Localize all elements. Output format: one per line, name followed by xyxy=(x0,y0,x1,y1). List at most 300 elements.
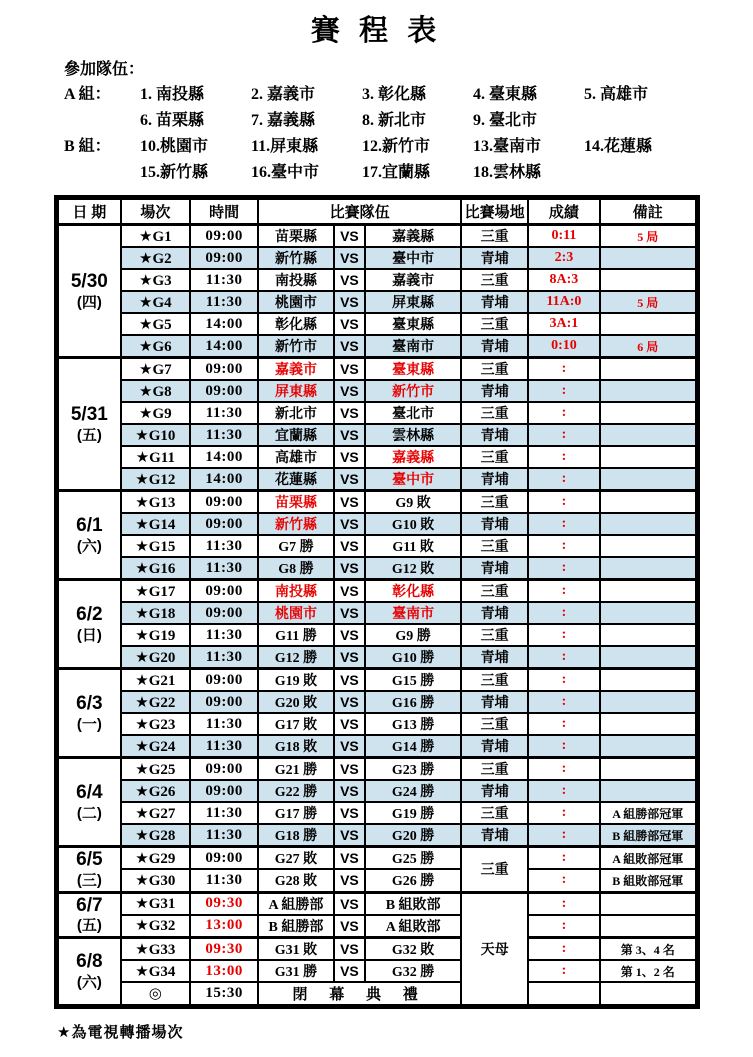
team2-cell: G24 勝 xyxy=(365,780,461,802)
schedule-row xyxy=(57,557,698,580)
score-cell: : xyxy=(528,938,599,961)
team1-cell: G20 敗 xyxy=(258,691,333,713)
score-cell: : xyxy=(528,669,599,692)
time-cell: 14:00 xyxy=(190,468,258,491)
date-label: 5/30 xyxy=(70,270,108,292)
vs-label: VS xyxy=(334,491,366,514)
schedule-row xyxy=(57,602,698,624)
time-cell: 11:30 xyxy=(190,824,258,847)
roster-group-label: A 組： xyxy=(64,86,111,103)
team1-cell: 新竹縣 xyxy=(258,513,333,535)
team2-cell: 嘉義縣 xyxy=(365,225,461,248)
schedule-row xyxy=(57,646,698,669)
team2-cell: B 組敗部 xyxy=(365,892,461,915)
team2-cell: G14 勝 xyxy=(365,735,461,758)
schedule-row xyxy=(57,713,698,735)
game-number-cell: ★G21 xyxy=(121,669,190,692)
team2-cell: G20 勝 xyxy=(365,824,461,847)
roster-team: 2. 嘉義市 xyxy=(251,86,316,103)
game-number-cell: ★G33 xyxy=(121,938,190,961)
venue-cell: 青埔 xyxy=(461,557,528,580)
team2-cell: 屏東縣 xyxy=(365,291,461,313)
date-cell xyxy=(57,758,121,847)
score-cell: 2:3 xyxy=(528,247,599,269)
game-number-cell: ★G15 xyxy=(121,535,190,557)
note-cell xyxy=(600,535,698,557)
roster-team: 4. 臺東縣 xyxy=(473,86,538,103)
roster-row xyxy=(64,82,753,108)
time-cell: 14:00 xyxy=(190,335,258,358)
venue-cell: 青埔 xyxy=(461,468,528,491)
venue-cell: 三重 xyxy=(461,802,528,824)
score-cell: : xyxy=(528,402,599,424)
roster-team: 11.屏東縣 xyxy=(251,138,319,155)
venue-cell: 三重 xyxy=(461,847,528,893)
time-cell: 09:00 xyxy=(190,602,258,624)
note-cell xyxy=(600,380,698,402)
schedule-row xyxy=(57,624,698,646)
score-cell: : xyxy=(528,602,599,624)
schedule-row xyxy=(57,735,698,758)
venue-cell: 三重 xyxy=(461,491,528,514)
team1-cell: B 組勝部 xyxy=(258,915,333,938)
vs-label: VS xyxy=(334,713,366,735)
score-cell: : xyxy=(528,869,599,892)
roster-team: 6. 苗栗縣 xyxy=(140,112,205,129)
team2-cell: 雲林縣 xyxy=(365,424,461,446)
note-cell xyxy=(600,269,698,291)
weekday-label: (五) xyxy=(76,917,102,935)
note-cell xyxy=(600,691,698,713)
game-number-cell: ★G25 xyxy=(121,758,190,781)
vs-label: VS xyxy=(334,446,366,468)
vs-label: VS xyxy=(334,646,366,669)
vs-label: VS xyxy=(334,291,366,313)
time-cell: 11:30 xyxy=(190,402,258,424)
roster-team: 13.臺南市 xyxy=(473,138,542,155)
time-cell: 14:00 xyxy=(190,313,258,335)
weekday-label: (六) xyxy=(76,974,102,991)
team2-cell: 嘉義縣 xyxy=(365,446,461,468)
note-cell xyxy=(600,735,698,758)
vs-label: VS xyxy=(334,380,366,402)
team1-cell: 南投縣 xyxy=(258,580,333,603)
vs-label: VS xyxy=(334,624,366,646)
time-cell: 09:00 xyxy=(190,580,258,603)
date-label: 6/8 xyxy=(76,951,103,973)
game-number-cell: ★G5 xyxy=(121,313,190,335)
game-number-cell: ★G19 xyxy=(121,624,190,646)
team2-cell: 臺中市 xyxy=(365,468,461,491)
note-cell xyxy=(600,313,698,335)
vs-label: VS xyxy=(334,424,366,446)
vs-label: VS xyxy=(334,802,366,824)
game-number-cell: ◎ xyxy=(121,982,190,1007)
vs-label: VS xyxy=(334,557,366,580)
vs-label: VS xyxy=(334,691,366,713)
time-cell: 09:00 xyxy=(190,225,258,248)
team1-cell: A 組勝部 xyxy=(258,892,333,915)
score-cell: : xyxy=(528,646,599,669)
schedule-row xyxy=(57,491,698,514)
note-cell xyxy=(600,491,698,514)
date-cell xyxy=(57,669,121,758)
date-cell xyxy=(57,358,121,491)
vs-label: VS xyxy=(334,669,366,692)
weekday-label: (二) xyxy=(76,804,102,822)
team1-cell: G7 勝 xyxy=(258,535,333,557)
game-number-cell: ★G13 xyxy=(121,491,190,514)
score-cell: : xyxy=(528,358,599,381)
date-label: 6/2 xyxy=(76,603,103,625)
team1-cell: 宜蘭縣 xyxy=(258,424,333,446)
header-score: 成績 xyxy=(528,198,599,225)
game-number-cell: ★G22 xyxy=(121,691,190,713)
schedule-row xyxy=(57,380,698,402)
date-label: 6/7 xyxy=(76,894,103,916)
note-cell: 5 局 xyxy=(600,225,698,248)
score-cell: 8A:3 xyxy=(528,269,599,291)
note-cell xyxy=(600,580,698,603)
game-number-cell: ★G11 xyxy=(121,446,190,468)
weekday-label: (五) xyxy=(76,426,102,444)
note-cell xyxy=(600,669,698,692)
roster-team: 5. 高雄市 xyxy=(584,86,649,103)
time-cell: 11:30 xyxy=(190,291,258,313)
team1-cell: 屏東縣 xyxy=(258,380,333,402)
time-cell: 11:30 xyxy=(190,557,258,580)
team1-cell: 新竹市 xyxy=(258,335,333,358)
time-cell: 09:00 xyxy=(190,513,258,535)
date-cell xyxy=(57,225,121,358)
team1-cell: G22 勝 xyxy=(258,780,333,802)
schedule-row xyxy=(57,824,698,847)
note-cell xyxy=(600,402,698,424)
date-cell xyxy=(57,491,121,580)
venue-cell: 青埔 xyxy=(461,735,528,758)
note-cell xyxy=(600,557,698,580)
note-cell: 第 1、2 名 xyxy=(600,960,698,982)
weekday-label: (一) xyxy=(76,715,102,733)
game-number-cell: ★G24 xyxy=(121,735,190,758)
team1-cell: G18 勝 xyxy=(258,824,333,847)
vs-label: VS xyxy=(334,402,366,424)
roster-row xyxy=(64,134,753,160)
venue-cell: 三重 xyxy=(461,624,528,646)
weekday-label: (三) xyxy=(76,871,102,889)
roster-team: 17.宜蘭縣 xyxy=(362,164,431,181)
header-note: 備註 xyxy=(600,198,698,225)
game-number-cell: ★G23 xyxy=(121,713,190,735)
schedule-row xyxy=(57,513,698,535)
team2-cell: G12 敗 xyxy=(365,557,461,580)
vs-label: VS xyxy=(334,915,366,938)
team1-cell: 苗栗縣 xyxy=(258,491,333,514)
roster-team: 15.新竹縣 xyxy=(140,164,209,181)
venue-cell: 三重 xyxy=(461,669,528,692)
team2-cell: G26 勝 xyxy=(365,869,461,892)
schedule-row xyxy=(57,358,698,381)
roster-team: 8. 新北市 xyxy=(362,112,427,129)
team2-cell: 臺北市 xyxy=(365,402,461,424)
team1-cell: G8 勝 xyxy=(258,557,333,580)
venue-cell: 三重 xyxy=(461,269,528,291)
schedule-row xyxy=(57,313,698,335)
score-cell: 0:11 xyxy=(528,225,599,248)
team2-cell: 彰化縣 xyxy=(365,580,461,603)
note-cell xyxy=(600,358,698,381)
roster-rows xyxy=(64,82,753,186)
team2-cell: G13 勝 xyxy=(365,713,461,735)
team2-cell: G15 勝 xyxy=(365,669,461,692)
venue-cell: 三重 xyxy=(461,313,528,335)
team1-cell: G27 敗 xyxy=(258,847,333,870)
score-cell: : xyxy=(528,624,599,646)
score-cell: 0:10 xyxy=(528,335,599,358)
vs-label: VS xyxy=(334,335,366,358)
game-number-cell: ★G17 xyxy=(121,580,190,603)
roster xyxy=(64,57,753,186)
game-number-cell: ★G3 xyxy=(121,269,190,291)
team1-cell: 南投縣 xyxy=(258,269,333,291)
note-cell: 6 局 xyxy=(600,335,698,358)
team1-cell: G12 勝 xyxy=(258,646,333,669)
team1-cell: 高雄市 xyxy=(258,446,333,468)
team1-cell: G21 勝 xyxy=(258,758,333,781)
note-cell xyxy=(600,602,698,624)
time-cell: 15:30 xyxy=(190,982,258,1007)
team1-cell: G28 敗 xyxy=(258,869,333,892)
schedule-row xyxy=(57,291,698,313)
time-cell: 09:30 xyxy=(190,892,258,915)
team1-cell: 嘉義市 xyxy=(258,358,333,381)
team1-cell: G19 敗 xyxy=(258,669,333,692)
time-cell: 09:00 xyxy=(190,669,258,692)
venue-cell: 三重 xyxy=(461,225,528,248)
game-number-cell: ★G6 xyxy=(121,335,190,358)
schedule-row xyxy=(57,847,698,870)
venue-cell: 三重 xyxy=(461,758,528,781)
roster-team: 7. 嘉義縣 xyxy=(251,112,316,129)
team2-cell: A 組敗部 xyxy=(365,915,461,938)
team1-cell: G31 勝 xyxy=(258,960,333,982)
score-cell: : xyxy=(528,892,599,915)
team2-cell: G19 勝 xyxy=(365,802,461,824)
note-cell xyxy=(600,247,698,269)
schedule-row xyxy=(57,960,698,982)
score-cell: : xyxy=(528,691,599,713)
header-venue: 比賽場地 xyxy=(461,198,528,225)
schedule-row xyxy=(57,669,698,692)
game-number-cell: ★G16 xyxy=(121,557,190,580)
venue-cell: 青埔 xyxy=(461,780,528,802)
team2-cell: 臺南市 xyxy=(365,335,461,358)
schedule-row xyxy=(57,225,698,248)
team1-cell: G31 敗 xyxy=(258,938,333,961)
vs-label: VS xyxy=(334,824,366,847)
team2-cell: G16 勝 xyxy=(365,691,461,713)
roster-group-label xyxy=(64,108,140,134)
score-cell: : xyxy=(528,915,599,938)
game-number-cell: ★G18 xyxy=(121,602,190,624)
score-cell: : xyxy=(528,468,599,491)
score-cell: : xyxy=(528,780,599,802)
roster-team: 18.雲林縣 xyxy=(473,164,542,181)
score-cell: : xyxy=(528,513,599,535)
venue-cell: 青埔 xyxy=(461,291,528,313)
team1-cell: 彰化縣 xyxy=(258,313,333,335)
roster-team: 16.臺中市 xyxy=(251,164,320,181)
header-time: 時間 xyxy=(190,198,258,225)
roster-team: 1. 南投縣 xyxy=(140,86,205,103)
schedule-row xyxy=(57,269,698,291)
vs-label: VS xyxy=(334,513,366,535)
game-number-cell: ★G12 xyxy=(121,468,190,491)
note-cell xyxy=(600,892,698,915)
page-title: 賽 程 表 xyxy=(310,15,443,47)
time-cell: 09:00 xyxy=(190,691,258,713)
schedule-table xyxy=(54,195,700,1009)
team2-cell: 臺南市 xyxy=(365,602,461,624)
team2-cell: 新竹市 xyxy=(365,380,461,402)
note-cell: B 組敗部冠軍 xyxy=(600,869,698,892)
date-cell xyxy=(57,580,121,669)
time-cell: 11:30 xyxy=(190,802,258,824)
venue-cell: 天母 xyxy=(461,892,528,1007)
team2-cell: 臺東縣 xyxy=(365,358,461,381)
vs-label: VS xyxy=(334,602,366,624)
time-cell: 11:30 xyxy=(190,424,258,446)
score-cell: 3A:1 xyxy=(528,313,599,335)
schedule-row xyxy=(57,892,698,915)
time-cell: 11:30 xyxy=(190,535,258,557)
game-number-cell: ★G4 xyxy=(121,291,190,313)
schedule-row xyxy=(57,424,698,446)
schedule-row xyxy=(57,446,698,468)
time-cell: 09:30 xyxy=(190,938,258,961)
time-cell: 11:30 xyxy=(190,646,258,669)
note-cell: B 組勝部冠軍 xyxy=(600,824,698,847)
weekday-label: (日) xyxy=(76,626,102,644)
team2-cell: G10 勝 xyxy=(365,646,461,669)
team2-cell: G9 勝 xyxy=(365,624,461,646)
time-cell: 11:30 xyxy=(190,735,258,758)
schedule-row xyxy=(57,758,698,781)
game-number-cell: ★G7 xyxy=(121,358,190,381)
venue-cell: 三重 xyxy=(461,402,528,424)
score-cell: : xyxy=(528,960,599,982)
time-cell: 14:00 xyxy=(190,446,258,468)
vs-label: VS xyxy=(334,468,366,491)
date-cell xyxy=(57,892,121,938)
venue-cell: 青埔 xyxy=(461,646,528,669)
table-header-row xyxy=(57,198,698,225)
roster-team: 14.花蓮縣 xyxy=(584,138,653,155)
team2-cell: 臺中市 xyxy=(365,247,461,269)
vs-label: VS xyxy=(334,847,366,870)
schedule-row xyxy=(57,580,698,603)
schedule-row xyxy=(57,247,698,269)
venue-cell: 三重 xyxy=(461,446,528,468)
venue-cell: 青埔 xyxy=(461,513,528,535)
vs-label: VS xyxy=(334,269,366,291)
score-cell: : xyxy=(528,758,599,781)
team2-cell: 嘉義市 xyxy=(365,269,461,291)
score-cell: : xyxy=(528,491,599,514)
game-number-cell: ★G1 xyxy=(121,225,190,248)
venue-cell: 三重 xyxy=(461,580,528,603)
roster-group-label: B 組： xyxy=(64,138,111,155)
header-teams: 比賽隊伍 xyxy=(258,198,461,225)
date-label: 6/3 xyxy=(76,692,103,714)
roster-heading: 參加隊伍： xyxy=(64,61,145,78)
venue-cell: 青埔 xyxy=(461,424,528,446)
header-game: 場次 xyxy=(121,198,190,225)
venue-cell: 青埔 xyxy=(461,691,528,713)
venue-cell: 青埔 xyxy=(461,824,528,847)
time-cell: 11:30 xyxy=(190,624,258,646)
schedule-row xyxy=(57,982,698,1007)
game-number-cell: ★G32 xyxy=(121,915,190,938)
time-cell: 11:30 xyxy=(190,869,258,892)
team2-cell: G10 敗 xyxy=(365,513,461,535)
date-cell xyxy=(57,847,121,893)
team2-cell: G11 敗 xyxy=(365,535,461,557)
game-number-cell: ★G29 xyxy=(121,847,190,870)
vs-label: VS xyxy=(334,758,366,781)
game-number-cell: ★G9 xyxy=(121,402,190,424)
time-cell: 09:00 xyxy=(190,247,258,269)
schedule-row xyxy=(57,402,698,424)
note-cell: A 組敗部冠軍 xyxy=(600,847,698,870)
schedule-row xyxy=(57,691,698,713)
time-cell: 11:30 xyxy=(190,713,258,735)
game-number-cell: ★G30 xyxy=(121,869,190,892)
note-cell xyxy=(600,780,698,802)
tv-broadcast-footnote: ★為電視轉播場次 xyxy=(57,1025,184,1041)
game-number-cell: ★G14 xyxy=(121,513,190,535)
note-cell: 5 局 xyxy=(600,291,698,313)
vs-label: VS xyxy=(334,892,366,915)
venue-cell: 青埔 xyxy=(461,602,528,624)
team1-cell: 新北市 xyxy=(258,402,333,424)
time-cell: 13:00 xyxy=(190,915,258,938)
weekday-label: (四) xyxy=(76,293,102,311)
vs-label: VS xyxy=(334,938,366,961)
header-date: 日 期 xyxy=(57,198,121,225)
vs-label: VS xyxy=(334,535,366,557)
closing-ceremony-cell: 閉 幕 典 禮 xyxy=(258,982,461,1007)
note-cell xyxy=(600,982,698,1007)
roster-team: 12.新竹市 xyxy=(362,138,431,155)
note-cell xyxy=(600,513,698,535)
team1-cell: G18 敗 xyxy=(258,735,333,758)
venue-cell: 三重 xyxy=(461,535,528,557)
date-label: 6/5 xyxy=(76,849,103,870)
schedule-row xyxy=(57,938,698,961)
score-cell: : xyxy=(528,535,599,557)
venue-cell: 三重 xyxy=(461,713,528,735)
roster-team: 10.桃園市 xyxy=(140,138,209,155)
game-number-cell: ★G8 xyxy=(121,380,190,402)
date-cell xyxy=(57,938,121,1007)
note-cell xyxy=(600,624,698,646)
score-cell xyxy=(528,982,599,1007)
vs-label: VS xyxy=(334,225,366,248)
game-number-cell: ★G31 xyxy=(121,892,190,915)
schedule-row xyxy=(57,780,698,802)
note-cell xyxy=(600,915,698,938)
